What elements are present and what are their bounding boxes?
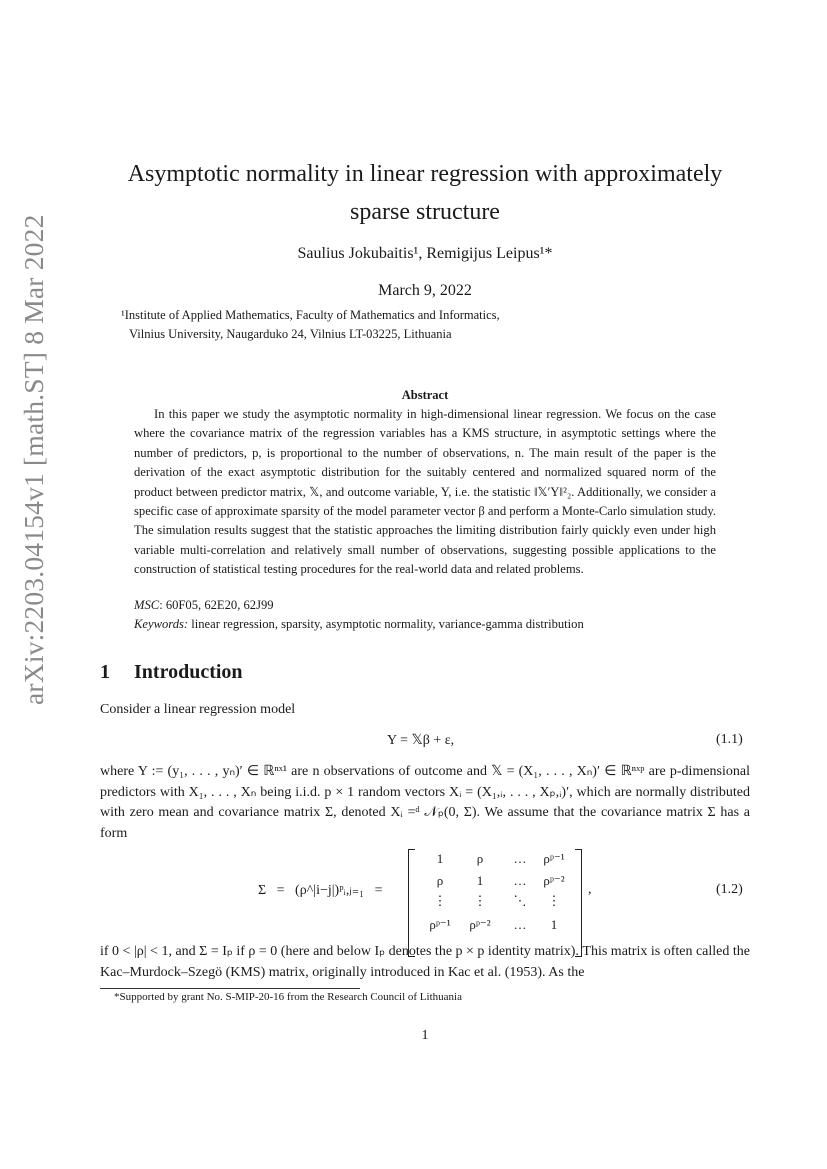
footnote: *Supported by grant No. S-MIP-20-16 from the Research Council of Lithuania	[114, 991, 462, 1003]
matrix-cell: ρᵖ⁻¹	[429, 917, 451, 932]
affiliation-line-2: Vilnius University, Naugarduko 24, Vilnius LT-03225, Lithuania	[129, 327, 452, 341]
matrix-cell: ⋮	[473, 893, 487, 908]
paragraph-kms-matrix: if 0 < |ρ| < 1, and Σ = Iₚ if ρ = 0 (here and below Iₚ denotes the p × p identity matrix). This matrix is often called the Kac–Murdock–Szegö (KMS) matrix, originally introduced in Kac et al. (1953). As the	[100, 944, 750, 980]
matrix-cell: 1	[436, 851, 444, 866]
affiliation	[121, 306, 681, 344]
matrix-left-bracket	[408, 849, 415, 957]
keywords-line	[134, 617, 584, 632]
matrix-cell: ρ	[476, 851, 484, 866]
matrix-cell: ρᵖ⁻²	[543, 873, 565, 888]
msc-line	[134, 598, 274, 613]
matrix-cell: ρᵖ⁻²	[469, 917, 491, 932]
date: March 9, 2022	[378, 282, 472, 299]
matrix-cell: ρᵖ⁻¹	[543, 851, 565, 866]
title-line-2: sparse structure	[350, 199, 500, 225]
page-number: 1	[421, 1028, 429, 1043]
equation-1-1-number: (1.1)	[716, 732, 743, 747]
title-line-1: Asymptotic normality in linear regression with approximately	[127, 161, 723, 187]
section-heading	[100, 661, 243, 684]
matrix-cell: …	[513, 917, 527, 932]
paragraph-model-definition: where Y := (y₁, . . . , yₙ)′ ∈ ℝⁿˣ¹ are n observations of outcome and 𝕏 = (X₁, . . . , Xₙ)′ ∈ ℝⁿˣᵖ are p-dimensional predictors with X₁, . . . , Xₙ being i.i.d. p × 1 random vectors Xᵢ = (X₁,ᵢ, . . . , Xₚ,ᵢ)′, which are normally distributed with zero mean and covariance matrix Σ, denoted Xᵢ =ᵈ 𝒩ₚ(0, Σ). We assume that the covariance matrix Σ has a form	[100, 764, 750, 841]
matrix-cell: ⋮	[547, 893, 561, 908]
keywords-label: Keywords:	[134, 617, 189, 631]
matrix-cell: …	[513, 851, 527, 866]
keywords-value: linear regression, sparsity, asymptotic normality, variance-gamma distribution	[188, 617, 584, 631]
equation-1-2-number: (1.2)	[716, 882, 743, 897]
affiliation-line-1: ¹Institute of Applied Mathematics, Faculty of Mathematics and Informatics,	[121, 308, 500, 322]
matrix-cell: ρ	[436, 873, 444, 888]
section-title: Introduction	[134, 661, 243, 683]
arxiv-sidebar-stamp: arXiv:2203.04154v1 [math.ST] 8 Mar 2022	[18, 214, 49, 705]
matrix-cell: ⋱	[513, 893, 527, 908]
abstract-heading: Abstract	[401, 388, 449, 402]
msc-label: MSC	[134, 598, 160, 612]
equation-1-2-lhs: Σ = (ρ^|i−j|)ᵖᵢ,ⱼ₌₁ =	[258, 883, 383, 898]
paper-title	[100, 155, 750, 231]
section-number: 1	[100, 661, 110, 683]
footnote-rule	[100, 988, 360, 989]
matrix-right-bracket	[575, 849, 582, 957]
abstract-text: In this paper we study the asymptotic normality in high-dimensional linear regression. We focus on the case where the covariance matrix of the regression variables has a KMS structure, in asymptotic settings where the number of predictors, p, is proportional to the number of observations, n. The main result of the paper is the derivation of the exact asymptotic distribution for the suitably centered and normalized squared norm of the product between predictor matrix, 𝕏, and outcome variable, Y, i.e. the statistic ‖𝕏′Y‖²₂. Additionally, we consider a specific case of approximate sparsity of the model parameter vector β and perform a Monte-Carlo simulation study. The simulation results suggest that the statistic approaches the limiting distribution fairly quickly even under high variable multi-correlation and relatively small number of observations, suggesting possible applications to the construction of statistical testing procedures for the real-world data and related problems.	[134, 407, 716, 577]
equation-1-1: Y = 𝕏β + ε,	[387, 733, 455, 748]
msc-value: : 60F05, 62E20, 62J99	[159, 598, 274, 612]
intro-sentence: Consider a linear regression model	[100, 702, 296, 717]
matrix-cell: ⋮	[433, 893, 447, 908]
authors: Saulius Jokubaitis¹, Remigijus Leipus¹*	[297, 245, 553, 262]
matrix-cell: …	[513, 873, 527, 888]
matrix-cell: 1	[550, 917, 558, 932]
equation-1-2-comma: ,	[588, 882, 592, 897]
matrix-cell: 1	[476, 873, 484, 888]
